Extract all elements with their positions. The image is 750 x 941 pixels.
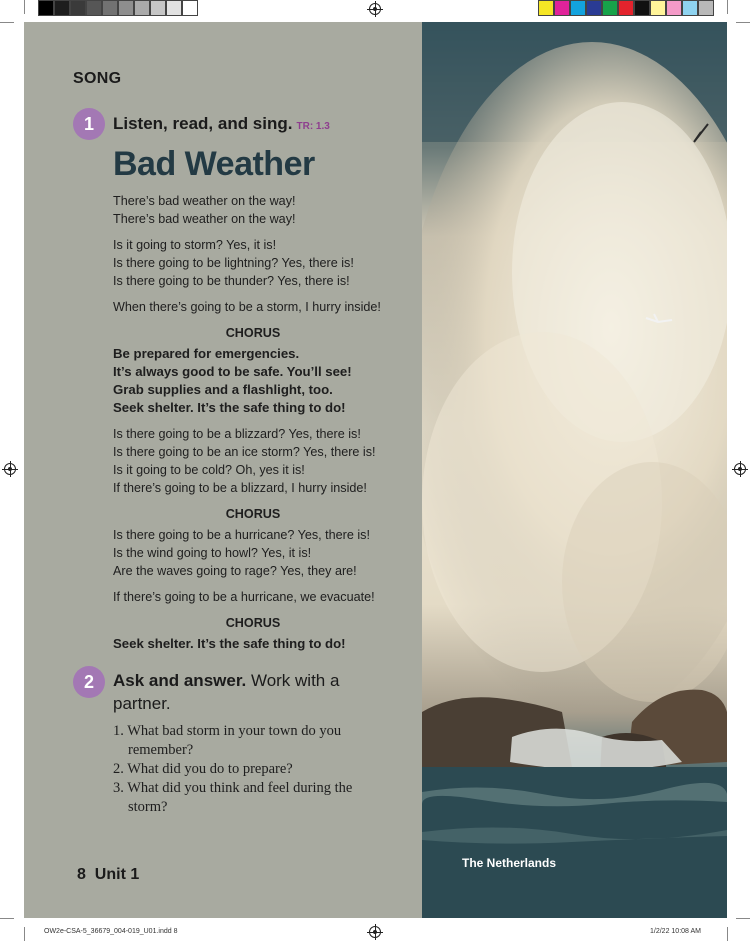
print-color-swatch: [554, 0, 570, 16]
print-color-swatch: [134, 0, 150, 16]
print-color-swatch: [54, 0, 70, 16]
crop-mark: [736, 22, 750, 23]
print-color-swatch: [86, 0, 102, 16]
lyric-line: Is there going to be a blizzard? Yes, there is!: [113, 427, 361, 441]
question-item: 2. What did you do to prepare?: [113, 761, 293, 777]
lyric-line: Are the waves going to rage? Yes, they are!: [113, 564, 357, 578]
page-footer: [77, 866, 139, 884]
registration-mark-icon: [734, 463, 746, 475]
lyric-line: If there’s going to be a hurricane, we evacuate!: [113, 590, 375, 604]
question-item: 3. What did you think and feel during the storm?: [113, 780, 353, 815]
song-lyrics: [113, 192, 413, 653]
lyrics-stanza-1: [113, 192, 413, 228]
registration-mark-icon: [369, 3, 381, 15]
lyric-line: When there’s going to be a storm, I hurry inside!: [113, 300, 381, 314]
slug-file-info: OW2e-CSA-5_36679_004-019_U01.indd 8: [44, 928, 178, 935]
lyric-line: Is there going to be thunder? Yes, there is!: [113, 274, 350, 288]
print-color-swatch: [38, 0, 54, 16]
chorus-line: Grab supplies and a flashlight, too.: [113, 382, 333, 397]
lyric-line: There’s bad weather on the way!: [113, 194, 296, 208]
chorus-line: Be prepared for emergencies.: [113, 346, 300, 361]
lyrics-stanza-4: [113, 425, 413, 497]
lyrics-stanza-2: [113, 236, 413, 290]
crop-mark: [727, 927, 728, 941]
audio-track-label[interactable]: TR: 1.3: [296, 121, 330, 132]
crop-mark: [24, 927, 25, 941]
lyrics-stanza-5: [113, 526, 413, 580]
crop-mark: [24, 0, 25, 14]
chorus-lyrics: [113, 345, 413, 417]
print-color-swatch: [102, 0, 118, 16]
lyric-line: Is the wind going to howl? Yes, it is!: [113, 546, 312, 560]
lyrics-stanza-6: [113, 588, 413, 606]
print-color-swatch: [666, 0, 682, 16]
slug-timestamp: 1/2/22 10:08 AM: [650, 928, 701, 935]
activity-2-instruction: [113, 669, 373, 715]
chorus-label: CHORUS: [225, 326, 281, 340]
print-color-swatch: [602, 0, 618, 16]
print-color-swatch: [538, 0, 554, 16]
song-title: Bad Weather: [113, 145, 315, 183]
lyrics-stanza-3: [113, 298, 413, 316]
unit-label: Unit 1: [94, 866, 140, 883]
chorus-label: CHORUS: [225, 507, 281, 521]
wave-illustration: [422, 22, 727, 918]
section-label: SONG: [73, 70, 122, 87]
print-color-swatch: [698, 0, 714, 16]
photo-caption: The Netherlands: [462, 856, 557, 870]
registration-mark-icon: [369, 926, 381, 938]
activity-1-instruction: [113, 114, 330, 134]
chorus-label: CHORUS: [225, 616, 281, 630]
lyric-line: Is there going to be an ice storm? Yes, there is!: [113, 445, 376, 459]
crop-mark: [727, 0, 728, 14]
lyric-line: If there’s going to be a blizzard, I hurry inside!: [113, 481, 367, 495]
lyric-line: Is it going to be cold? Oh, yes it is!: [113, 463, 305, 477]
print-color-swatch: [634, 0, 650, 16]
lyric-line: Is it going to storm? Yes, it is!: [113, 238, 277, 252]
activity-2-instruction-text: Work with a partner.: [113, 671, 340, 713]
registration-mark-icon: [4, 463, 16, 475]
activity-1-number-badge: 1: [73, 108, 105, 140]
lyric-line: Is there going to be lightning? Yes, there is!: [113, 256, 354, 270]
lyric-line: There’s bad weather on the way!: [113, 212, 296, 226]
page-number: 8: [77, 866, 86, 883]
print-color-swatch: [570, 0, 586, 16]
lyric-line: Is there going to be a hurricane? Yes, there is!: [113, 528, 370, 542]
storm-wave-photo: [422, 22, 727, 918]
activity-1-instruction-text: Listen, read, and sing.: [113, 114, 293, 133]
chorus-line: Seek shelter. It’s the safe thing to do!: [113, 400, 346, 415]
crop-mark: [0, 22, 14, 23]
print-color-swatch: [650, 0, 666, 16]
activity-2-number-badge: 2: [73, 666, 105, 698]
crop-mark: [0, 918, 14, 919]
print-color-swatch: [166, 0, 182, 16]
print-color-swatch: [182, 0, 198, 16]
print-color-swatch: [618, 0, 634, 16]
chorus-line: It’s always good to be safe. You’ll see!: [113, 364, 352, 379]
discussion-questions: [113, 722, 373, 817]
final-lyric-line: Seek shelter. It’s the safe thing to do!: [113, 636, 346, 651]
print-color-swatch: [586, 0, 602, 16]
question-item: 1. What bad storm in your town do you remember?: [113, 723, 342, 758]
crop-mark: [736, 918, 750, 919]
print-color-swatch: [150, 0, 166, 16]
print-color-swatch: [70, 0, 86, 16]
print-color-swatch: [682, 0, 698, 16]
activity-2-instruction-bold: Ask and answer.: [113, 671, 247, 690]
print-color-swatch: [118, 0, 134, 16]
